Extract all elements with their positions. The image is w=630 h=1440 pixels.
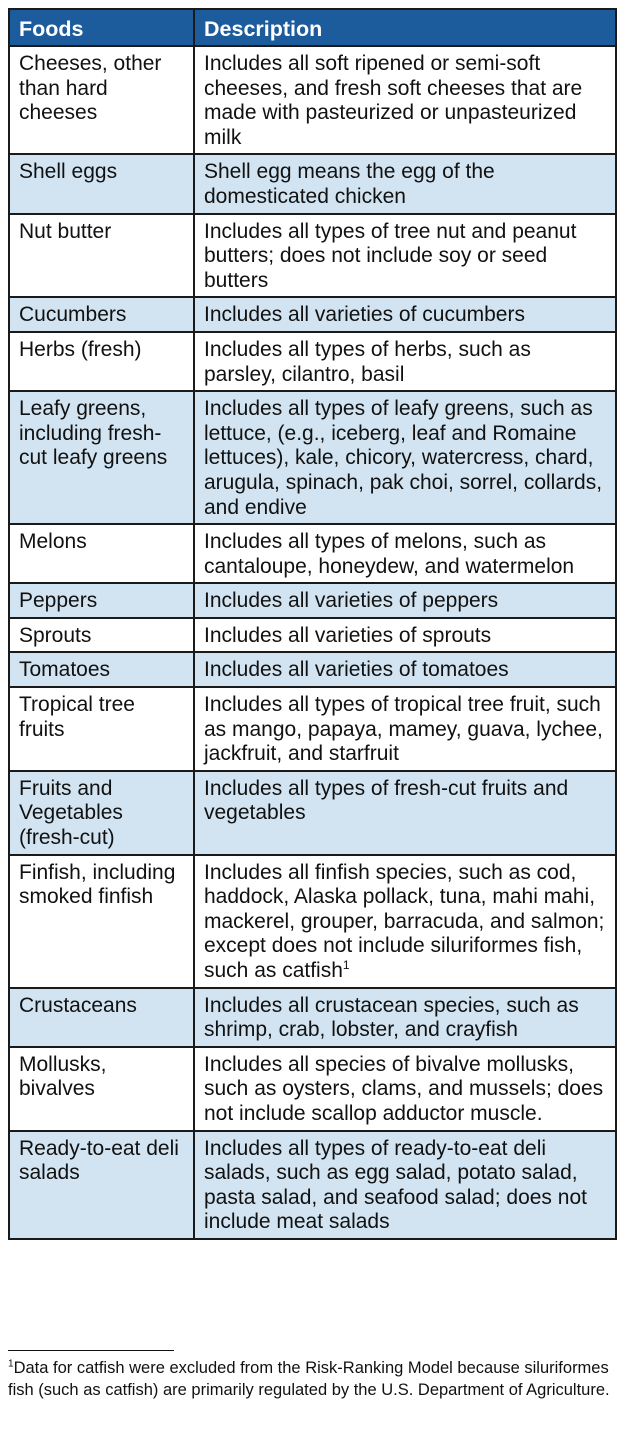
description-cell: Includes all varieties of cucumbers [194,297,616,332]
description-cell: Includes all varieties of sprouts [194,618,616,653]
description-cell: Includes all types of fresh-cut fruits and vegetables [194,771,616,855]
description-cell: Shell egg means the egg of the domesticated chicken [194,154,616,213]
table-row [9,214,616,298]
food-cell: Herbs (fresh) [9,332,194,391]
food-cell: Finfish, including smoked finfish [9,855,194,988]
table-row [9,771,616,855]
description-cell: Includes all types of ready-to-eat deli salads, such as egg salad, potato salad, pasta salad, and seafood salad; does not include meat salads [194,1131,616,1239]
food-cell: Ready-to-eat deli salads [9,1131,194,1239]
foods-table-container [8,8,615,1240]
description-cell: Includes all species of bivalve mollusks, such as oysters, clams, and mussels; does not include scallop adductor muscle. [194,1047,616,1131]
description-cell: Includes all types of tree nut and peanut butters; does not include soy or seed butters [194,214,616,298]
food-cell: Leafy greens, including fresh-cut leafy greens [9,391,194,524]
description-text: Includes all finfish species, such as cod, haddock, Alaska pollack, tuna, mahi mahi, mackerel, grouper, barracuda, and salmon; except does not include siluriformes fish, such as catfish [204,860,605,982]
description-cell: Includes all varieties of peppers [194,583,616,618]
food-cell: Tomatoes [9,652,194,687]
food-cell: Cheeses, other than hard cheeses [9,46,194,154]
table-row [9,391,616,524]
description-cell: Includes all varieties of tomatoes [194,652,616,687]
food-cell: Cucumbers [9,297,194,332]
description-cell: Includes all types of tropical tree fruit, such as mango, papaya, mamey, guava, lychee, jackfruit, and starfruit [194,687,616,771]
footnote-text: Data for catfish were excluded from the Risk-Ranking Model because siluriformes fish (such as catfish) are primarily regulated by the U.S. Department of Agriculture. [8,1359,610,1399]
food-cell: Crustaceans [9,988,194,1047]
footnote [8,1357,618,1401]
food-cell: Melons [9,524,194,583]
table-row [9,652,616,687]
food-cell: Nut butter [9,214,194,298]
table-row [9,1047,616,1131]
description-cell: Includes all types of leafy greens, such as lettuce, (e.g., iceberg, leaf and Romaine lettuces), kale, chicory, watercress, chard, arugula, spinach, pak choi, sorrel, collards, and endive [194,391,616,524]
description-cell: Includes all soft ripened or semi-soft cheeses, and fresh soft cheeses that are made with pasteurized or unpasteurized milk [194,46,616,154]
food-cell: Mollusks, bivalves [9,1047,194,1131]
table-row [9,687,616,771]
table-row [9,618,616,653]
foods-table [8,8,617,1240]
table-row [9,988,616,1047]
table-row [9,46,616,154]
footnote-reference: 1 [342,958,350,972]
food-cell: Fruits and Vegetables (fresh-cut) [9,771,194,855]
food-cell: Shell eggs [9,154,194,213]
header-foods: Foods [9,9,194,46]
table-row [9,332,616,391]
description-cell: Includes all types of herbs, such as parsley, cilantro, basil [194,332,616,391]
description-cell: Includes all crustacean species, such as shrimp, crab, lobster, and crayfish [194,988,616,1047]
table-row [9,524,616,583]
food-cell: Sprouts [9,618,194,653]
table-row [9,1131,616,1239]
table-row [9,154,616,213]
description-cell: Includes all types of melons, such as cantaloupe, honeydew, and watermelon [194,524,616,583]
food-cell: Peppers [9,583,194,618]
food-cell: Tropical tree fruits [9,687,194,771]
footnote-divider [8,1350,174,1351]
table-row [9,297,616,332]
table-row [9,583,616,618]
description-cell [194,855,616,988]
table-row [9,855,616,988]
header-description: Description [194,9,616,46]
table-header-row [9,9,616,46]
footnote-mark: 1 [8,1358,14,1370]
